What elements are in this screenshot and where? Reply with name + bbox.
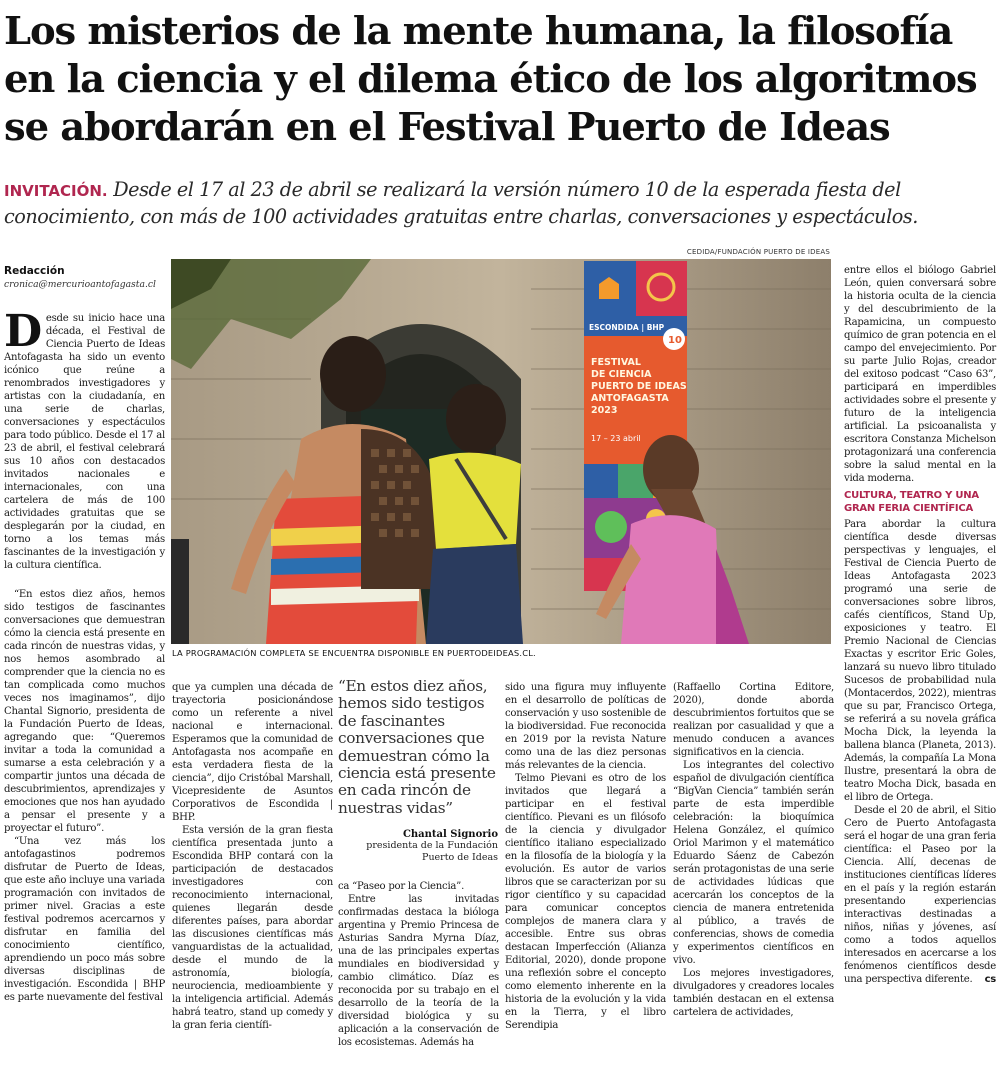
banner-title-line: ANTOFAGASTA <box>591 393 669 404</box>
banner-title-line: 2023 <box>591 405 618 416</box>
paragraph: sido una figura muy influyente en el desarrollo de políticas de conservación y uso sostenible de la biodiversidad. Fue reconocida en 2019 por la revista Nature como una de las diez personas más relevantes de la ciencia. <box>505 682 666 771</box>
banner-title-line: FESTIVAL <box>591 357 641 368</box>
banner-brand: ESCONDIDA | BHP <box>589 323 665 332</box>
column-6 <box>844 264 996 986</box>
section-subhead: CULTURA, TEATRO Y UNA GRAN FERIA CIENTÍFICA <box>844 490 979 514</box>
column-4 <box>505 681 666 1032</box>
pull-quote-name: Chantal Signorio <box>402 829 498 841</box>
paragraph: entre ellos el biólogo Gabriel León, quien conversará sobre la historia oculta de la ciencia y del descubrimiento de la Rapamicina, un compuesto químico de gran potencia en el campo del envejecimiento. Por su parte Julio Rojas, creador del exitoso podcast “Caso 63”, participará en imperdibles actividades sobre el presente y futuro de la inteligencia artificial. La psicoanalista y escritora Constanza Michelson protagonizará una conferencia sobre la salud mental en la vida moderna. <box>844 265 996 484</box>
column-2 <box>172 681 333 1032</box>
headline: Los misterios de la mente humana, la filosofía en la ciencia y el dilema ético de los algoritmos se abordarán en el Festival Puerto de Ideas <box>4 9 977 150</box>
festival-photo-illustration <box>171 259 831 644</box>
photo <box>171 259 831 644</box>
paragraph: Entre las invitadas confirmadas destaca la bióloga argentina y Premio Princesa de Asturias Sandra Myrna Díaz, una de las principales expertas mundiales en biodiversidad y cambio climático. Díaz es reconocida por su trabajo en el desarrollo de la teoría de la diversidad biológica y su aplicación a la conservación de los ecosistemas. Además ha <box>338 894 499 1048</box>
photo-caption: LA PROGRAMACIÓN COMPLETA SE ENCUENTRA DISPONIBLE EN PUERTODEIDEAS.CL. <box>172 648 536 658</box>
paragraph: “En estos diez años, hemos sido testigos de fascinantes conversaciones que demuestran cómo la ciencia está presente en cada rincón de nuestras vidas, y nos hemos asombrado al comprender que la ciencia no es tan complicada como muchos veces nos imaginamos”, dijo Chantal Signorio, presidenta de la Fundación Puerto de Ideas, agregando que: “Queremos invitar a toda la comunidad a sumarse a esta celebración y a compartir juntos una década de descubrimientos, aprendizajes y emociones que nos han ayudado a pensar el presente y a proyectar el futuro”. <box>4 589 165 834</box>
author-email[interactable]: cronica@mercurioantofagasta.cl <box>4 279 156 290</box>
dropcap: D <box>4 306 42 357</box>
paragraph: Telmo Pievani es otro de los invitados que llegará a participar en el festival científico. Pievani es un filósofo de la ciencia y divulgador científico italiano especializado en la filosofía de la biología y la evolución. Es autor de varios libros que se caracterizan por su rigor científico y su capacidad para comunicar conceptos complejos de manera clara y accesible. Entre sus obras destacan Imperfección (Alianza Editorial, 2020), donde propone una reflexión sobre el concepto como elemento inherente en la historia de la evolución y la vida en la Tierra, y el libro Serendipia <box>505 773 666 1031</box>
paragraph <box>844 804 996 986</box>
banner-title-line: PUERTO DE IDEAS <box>591 381 687 392</box>
column-1-top <box>4 306 165 572</box>
deck <box>4 177 996 230</box>
paragraph-text: esde su inicio hace una década, el Festival de Ciencia Puerto de Ideas Antofagasta ha sido un evento icónico que reúne a renombrados investigadores y artistas con la ciudadanía, en una serie de charlas, conversaciones y espectáculos para todo público. Desde el 17 al 23 de abril, el festival celebrará sus 10 años con destacados invitados nacionales e internacionales, con una cartelera de más de 100 actividades gratuitas que se desplegarán por la ciudad, en torno a los temas más fascinantes de la investigación y la cultura científica. <box>4 313 165 571</box>
paragraph: (Raffaello Cortina Editore, 2020), donde aborda descubrimientos fortuitos que se realizan por casualidad y que a menudo conducen a avances significativos en la ciencia. <box>673 682 834 758</box>
deck-text: Desde el 17 al 23 de abril se realizará la versión número 10 de la esperada fiesta del conocimiento, con más de 100 actividades gratuitas entre charlas, conversaciones y espectáculos. <box>4 178 918 228</box>
pull-quote-text: “En estos diez años, hemos sido testigos de fascinantes conversaciones que demuestran cómo la ciencia está presente en cada rincón de nuestras vidas” <box>338 677 496 817</box>
banner-title-line: DE CIENCIA <box>591 369 652 380</box>
author: Redacción <box>4 265 65 277</box>
paragraph: que ya cumplen una década de trayectoria posicionándose como un referente a nivel nacional e internacional. Esperamos que la comunidad de Antofagasta nos acompañe en esta verdadera fiesta de la ciencia”, dijo Cristóbal Marshall, Vicepresidente de Asuntos Corporativos de Escondida | BHP. <box>172 682 333 823</box>
banner-dates: 17 – 23 abril <box>591 434 641 443</box>
pull-quote <box>338 678 498 864</box>
paragraph: Los mejores investigadores, divulgadores y creadores locales también destacan en el extensa cartelera de actividades, <box>673 968 834 1018</box>
column-3 <box>338 880 499 1049</box>
paragraph: Para abordar la cultura científica desde diversas perspectivas y lenguajes, el Festival de Ciencia Puerto de Ideas Antofagasta 2023 programó una serie de conversaciones sobre libros, cafés científicos, Stand Up, exposiciones y teatro. El Premio Nacional de Ciencias Exactas y escritor Eric Goles, lanzará su nuevo libro titulado Sucesos de probabilidad nula (Montacerdos, 2022), mientras que su par, Francisco Ortega, se referirá a su novela gráfica Mocha Dick, la leyenda la ballena blanca (Planeta, 2013). Además, la compañía La Mona Ilustre, presentará la obra de teatro Mocha Dick, basada en el libro de Ortega. <box>844 519 996 803</box>
column-1-bottom <box>4 588 165 1004</box>
column-5 <box>673 681 834 1019</box>
kicker: INVITACIÓN. <box>4 182 108 200</box>
paragraph: “Una vez más los antofagastinos podremos disfrutar de Puerto de Ideas, que este año incluye una variada programación con invitados de primer nivel. Gracias a este festival podremos acercarnos y disfrutar en familia del conocimiento científico, aprendiendo un poco más sobre diversas disciplinas de investigación. Escondida | BHP es parte nuevamente del festival <box>4 836 165 1003</box>
paragraph: Esta versión de la gran fiesta científica presentada junto a Escondida BHP contará con la participación de destacados investigadores con reconocimiento internacional, quienes llegarán desde diferentes países, para abordar las discusiones científicas más vanguardistas de la actualidad, desde el mundo de la astronomía, biología, neurociencia, medioambiente y la inteligencia artificial. Además habrá teatro, stand up comedy y la gran feria científi- <box>172 825 333 1031</box>
paragraph: ca “Paseo por la Ciencia”. <box>338 881 465 892</box>
byline <box>4 264 164 292</box>
end-mark: cs <box>984 974 996 985</box>
paragraph-text: Desde el 20 de abril, el Sitio Cero de Puerto Antofagasta será el hogar de una gran feria científica: el Paseo por la Ciencia. Allí, decenas de instituciones científicas líderes en el país y la región estarán presentando experiencias interactivas destinadas a niños, niñas y jóvenes, así como a todos aquellos interesados en acercarse a los fenómenos científicos desde una perspectiva diferente. <box>844 805 996 985</box>
banner-badge: 10 <box>668 335 682 346</box>
photo-credit: CEDIDA/FUNDACIÓN PUERTO DE IDEAS <box>686 248 830 256</box>
pull-quote-role: presidenta de la Fundación Puerto de Ideas <box>366 840 498 864</box>
paragraph: Los integrantes del colectivo español de divulgación científica “BigVan Ciencia” también serán parte de esta imperdible celebración: la bioquímica Helena González, el químico Oriol Marimon y el matemático Eduardo Sáenz de Cabezón serán protagonistas de una serie de actividades lúdicas que acercarán los conceptos de la ciencia de manera entretenida al público, a través de conferencias, shows de comedia y experimentos científicos en vivo. <box>673 760 834 966</box>
paragraph <box>4 306 165 572</box>
